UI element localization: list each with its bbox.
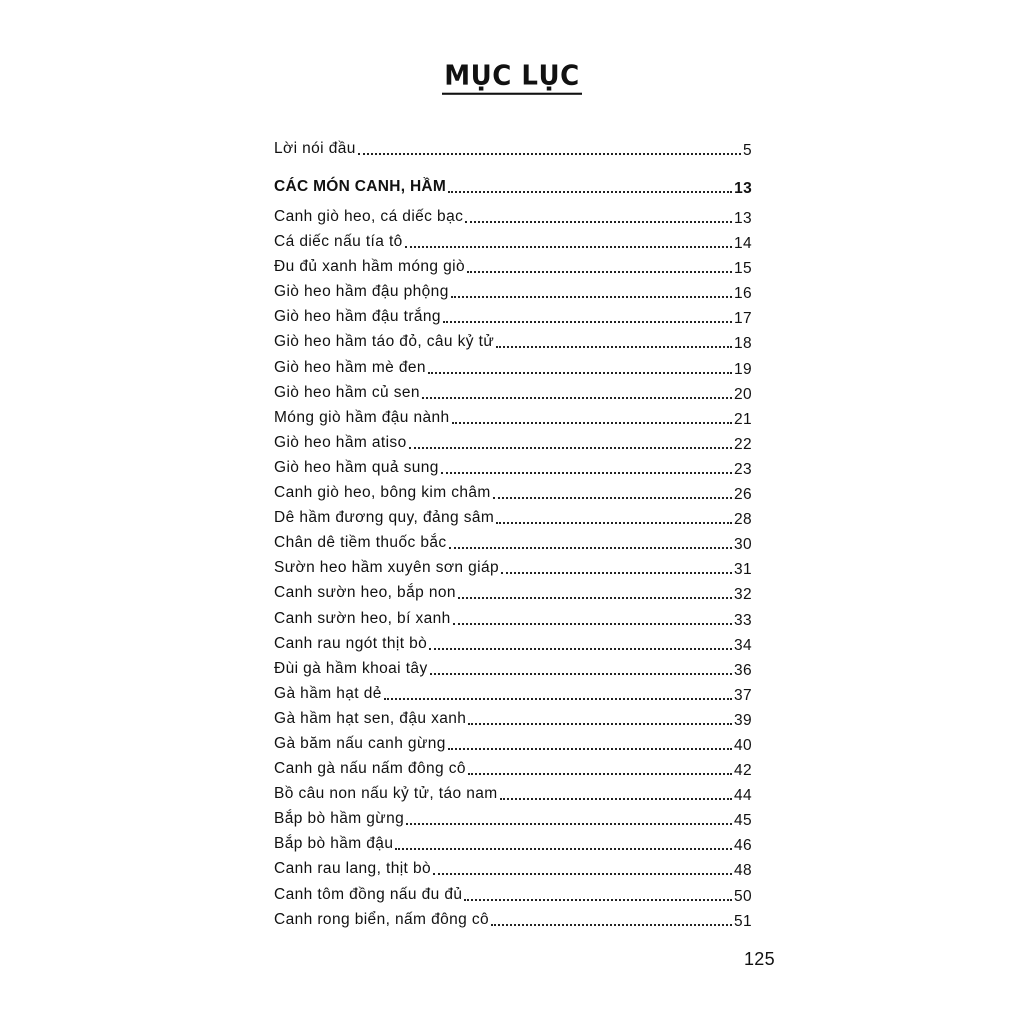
toc-row [274, 803, 752, 828]
toc-entry-page: 13 [733, 210, 752, 227]
dot-leader [405, 240, 732, 248]
toc-entry-page: 13 [734, 180, 752, 197]
toc-row [274, 133, 752, 158]
toc-entry-page: 34 [733, 636, 752, 654]
toc-entry-label: Canh sườn heo, bắp non [274, 584, 456, 602]
toc-entry-page: 50 [733, 887, 752, 905]
dot-leader [406, 817, 732, 825]
dot-leader [441, 466, 732, 474]
toc-entry-label: Canh giò heo, cá diếc bạc [274, 208, 464, 225]
toc-entry-page: 32 [733, 586, 752, 604]
toc-entry-page: 20 [733, 385, 752, 403]
toc-entry-page: 45 [733, 812, 752, 830]
toc-entry-page: 33 [733, 611, 752, 629]
toc-entry-label: Giò heo hầm đậu trắng [274, 308, 441, 326]
toc-entry-page: 17 [733, 310, 752, 328]
toc-entry-page: 46 [733, 837, 752, 855]
dot-leader [358, 147, 741, 155]
toc-entry-label: Gà băm nấu canh gừng [274, 734, 446, 752]
toc-entry-label: Giò heo hầm củ sen [274, 383, 420, 401]
dot-leader [496, 340, 732, 348]
toc-entry-label: Giò heo hầm atiso [274, 433, 407, 451]
toc-entry-page: 19 [733, 360, 752, 378]
toc-entry-label: Gà hầm hạt dẻ [274, 684, 382, 702]
dot-leader [500, 792, 732, 800]
dot-leader [467, 265, 732, 273]
toc-entry-label: Canh sườn heo, bí xanh [274, 609, 451, 627]
dot-leader [443, 315, 732, 323]
toc-row [274, 477, 752, 502]
toc-row [274, 602, 752, 627]
toc-entry-page: 39 [733, 711, 752, 729]
toc-entry-label: Giò heo hầm đậu phộng [274, 283, 449, 301]
toc-row [274, 778, 752, 803]
toc-row [274, 427, 752, 452]
dot-leader [429, 642, 732, 650]
toc-entry-page: 22 [733, 435, 752, 453]
toc-row [274, 326, 752, 351]
toc-entry-label: Cá diếc nấu tía tô [274, 233, 403, 251]
toc-row [274, 853, 752, 878]
toc-entry-label: Canh gà nấu nấm đông cô [274, 760, 466, 778]
dot-leader [449, 541, 732, 549]
toc-row [274, 452, 752, 477]
dot-leader [433, 867, 732, 875]
dot-leader [465, 215, 732, 223]
page-title: MỤC LỤC [442, 61, 581, 95]
toc-entry-page: 44 [733, 787, 752, 805]
dot-leader [501, 566, 732, 574]
dot-leader [409, 441, 732, 449]
toc-row [274, 402, 752, 427]
toc-row [274, 904, 752, 929]
toc-row [274, 251, 752, 276]
dot-leader [422, 391, 732, 399]
toc-row [274, 196, 752, 226]
toc-row [274, 878, 752, 903]
dot-leader [451, 290, 732, 298]
toc-row [274, 377, 752, 402]
toc-entry-page: 18 [733, 335, 752, 353]
toc-entry-page: 30 [733, 536, 752, 554]
toc-entry-label: Canh rong biển, nấm đông cô [274, 910, 490, 928]
toc-row [274, 828, 752, 853]
toc-entry-page: 36 [733, 661, 752, 679]
toc-entry-label: Canh tôm đồng nấu đu đủ [274, 885, 463, 903]
toc-row [274, 653, 752, 678]
toc-row [274, 301, 752, 326]
toc-row [274, 276, 752, 301]
toc-section-label: CÁC MÓN CANH, HẦM [274, 178, 447, 195]
toc-row [274, 577, 752, 602]
toc-entry-page: 21 [733, 410, 752, 428]
toc-entry-label: Dê hầm đương quy, đảng sâm [274, 509, 495, 527]
dot-leader [493, 491, 732, 499]
toc-entry-page: 28 [733, 511, 752, 529]
dot-leader [453, 617, 732, 625]
dot-leader [395, 842, 732, 850]
toc-entry-label: Đu đủ xanh hầm móng giò [274, 258, 466, 276]
toc-entry-label: Canh rau lang, thịt bò [274, 860, 432, 878]
toc-entry-label: Bắp bò hầm đậu [274, 835, 394, 853]
dot-leader [468, 717, 732, 725]
dot-leader [384, 692, 732, 700]
toc-entry-label: Giò heo hầm táo đỏ, câu kỷ tử [274, 333, 495, 351]
title-container [0, 62, 1024, 94]
toc-entry-page: 16 [733, 285, 752, 303]
toc-row [274, 226, 752, 251]
toc-entry-label: Chân dê tiềm thuốc bắc [274, 534, 447, 552]
toc-entry-page: 51 [733, 912, 752, 930]
toc-row [274, 351, 752, 376]
dot-leader [428, 366, 732, 374]
toc-entry-page: 42 [733, 762, 752, 780]
toc-entry-label: Giò heo hầm mè đen [274, 358, 426, 376]
toc-section-row [274, 158, 752, 196]
toc-row [274, 728, 752, 753]
toc-entry-page: 14 [733, 235, 752, 253]
toc-entry-label: Giò heo hầm quả sung [274, 458, 439, 476]
toc-entry-page: 26 [733, 486, 752, 504]
toc-entry-label: Canh giò heo, bông kim châm [274, 484, 491, 502]
toc-entry-label: Bồ câu non nấu kỷ tử, táo nam [274, 785, 498, 803]
toc-entry-label: Gà hầm hạt sen, đậu xanh [274, 709, 467, 727]
toc-row [274, 703, 752, 728]
toc-row [274, 678, 752, 703]
toc-row [274, 628, 752, 653]
toc-entry-label: Lời nói đầu [274, 140, 356, 157]
toc-entry-page: 31 [733, 561, 752, 579]
toc-entry-label: Sườn heo hầm xuyên sơn giáp [274, 559, 500, 577]
toc-row [274, 527, 752, 552]
dot-leader [464, 893, 732, 901]
toc-row [274, 753, 752, 778]
toc-entry-page: 5 [742, 142, 752, 159]
dot-leader [448, 742, 732, 750]
toc-entry-label: Bắp bò hầm gừng [274, 810, 405, 828]
toc-entry-page: 37 [733, 686, 752, 704]
dot-leader [452, 416, 732, 424]
toc-entry-page: 23 [733, 460, 752, 478]
dot-leader [491, 918, 732, 926]
table-of-contents [274, 133, 752, 929]
dot-leader [496, 516, 732, 524]
toc-entry-page: 40 [733, 736, 752, 754]
dot-leader [430, 667, 732, 675]
dot-leader [448, 185, 732, 193]
toc-entry-page: 15 [733, 260, 752, 278]
dot-leader [458, 591, 732, 599]
toc-row [274, 502, 752, 527]
toc-row [274, 552, 752, 577]
toc-entry-label: Móng giò hầm đậu nành [274, 408, 450, 426]
page-number: 125 [744, 949, 775, 969]
toc-entry-label: Đùi gà hầm khoai tây [274, 659, 428, 677]
toc-entry-page: 48 [733, 862, 752, 880]
toc-entry-label: Canh rau ngót thịt bò [274, 634, 428, 652]
dot-leader [468, 767, 732, 775]
